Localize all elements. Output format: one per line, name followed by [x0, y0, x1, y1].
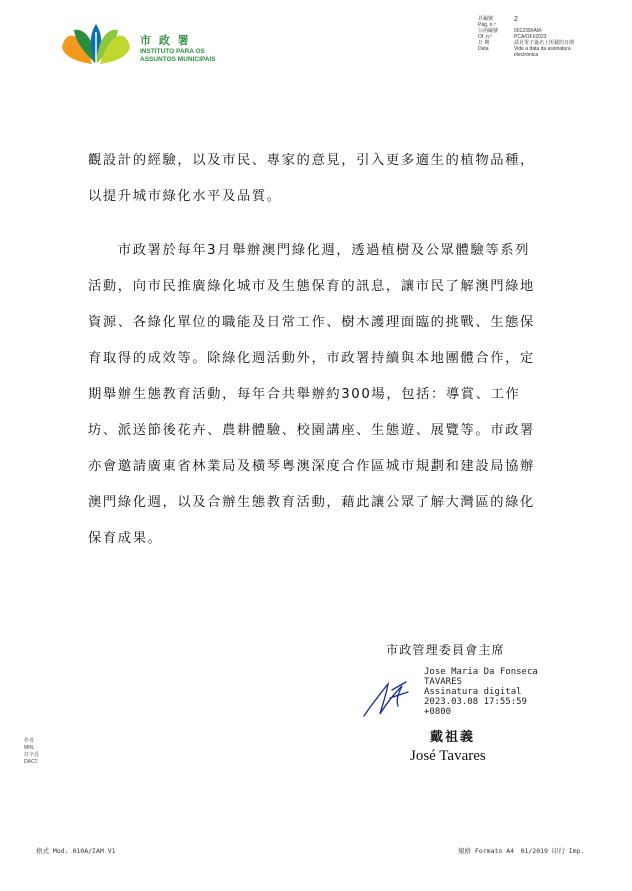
- body-line: 坊、派送節後花卉、農耕體驗、校園講座、生態遊、展覽等。市政署: [88, 423, 535, 438]
- date-row-3: [478, 52, 588, 58]
- footer-form-model: 格式 Mod. 010A/IAM V1: [36, 847, 116, 855]
- body-line: 市政署於每年3月舉辦澳門綠化週，透過植樹及公眾體驗等系列: [88, 243, 531, 258]
- signatory-name-pt: José Tavares: [410, 748, 486, 764]
- body-line: 資源、各綠化單位的職能及日常工作、樹木護理面臨的挑戰、生態保: [88, 315, 535, 330]
- digital-signature-stamp: [424, 667, 538, 717]
- body-line: 澳門綠化週，以及合辦生態教育活動，藉此讓公眾了解大灣區的綠化: [88, 495, 535, 510]
- office-label-cn: 公函編號: [478, 28, 499, 34]
- date-label-pt: Data: [478, 46, 489, 52]
- date-label-cn: 日 期: [478, 40, 490, 46]
- body-line: 以提升城市綠化水平及品質。: [88, 189, 282, 204]
- digital-signature-label: Assinatura digital: [424, 687, 522, 697]
- page-label-cn: 頁編號: [478, 16, 494, 22]
- typist-label-cn: 打字員: [24, 752, 40, 758]
- author-label-cn: 作者: [24, 738, 35, 744]
- office-number-1: 001239/IAM-: [514, 28, 543, 34]
- handwritten-signature-icon: [362, 676, 412, 718]
- logo-chinese-name: 市 政 署: [140, 34, 191, 47]
- institution-logo: [56, 18, 256, 68]
- signatory-name-cn: 戴祖義: [430, 730, 476, 745]
- logo-portuguese-line1: INSTITUTO PARA OS: [140, 48, 205, 55]
- letter-body: [88, 152, 584, 566]
- digital-signer-name-1: Jose Maria Da Fonseca: [424, 667, 538, 677]
- digital-signature-timestamp: 2023.03.08 17:55:59: [424, 697, 527, 707]
- body-line: 育取得的成效等。除綠化週活動外，市政署持續與本地團體合作，定: [88, 351, 535, 366]
- footer-format-info: 規格 Formato A4 01/2019 印行 Imp.: [458, 847, 585, 855]
- author-typist-labels: [24, 738, 39, 766]
- logo-portuguese-line2: ASSUNTOS MUNICIPAIS: [140, 56, 216, 63]
- author-label-pt: MIN.: [24, 745, 35, 751]
- body-line: 期舉辦生態教育活動，每年合共舉辦約300場，包括：導賞、工作: [88, 387, 521, 402]
- digital-signer-name-2: TAVARES: [424, 677, 462, 687]
- office-label-pt: Of. n.º: [478, 34, 493, 40]
- date-value-pt-2: electrónica: [514, 52, 539, 58]
- body-line: 觀設計的經驗，以及市民、專家的意見，引入更多適生的植物品種，: [88, 153, 535, 168]
- page-number: 2: [514, 16, 518, 23]
- reference-block: [478, 16, 588, 58]
- leaf-logo-icon: [56, 18, 136, 68]
- date-value-cn: 請見電子簽名上所載的日期: [514, 40, 575, 46]
- office-number-2: PCA/OFI/2023: [514, 34, 547, 40]
- paragraph-gap: [88, 224, 584, 242]
- signatory-title: 市政管理委員會主席: [386, 643, 505, 657]
- digital-signature-timezone: +0800: [424, 707, 452, 717]
- typist-label-pt: DACT.: [24, 759, 39, 765]
- body-line: 保育成果。: [88, 531, 163, 546]
- date-value-pt-1: Vide a data da assinatura: [514, 46, 571, 52]
- body-line: 活動，向市民推廣綠化城市及生態保育的訊息，讓市民了解澳門綠地: [88, 279, 535, 294]
- body-line: 亦會邀請廣東省林業局及橫琴粵澳深度合作區城市規劃和建設局協辦: [88, 459, 535, 474]
- page-label-pt: Pág. n.º: [478, 22, 496, 28]
